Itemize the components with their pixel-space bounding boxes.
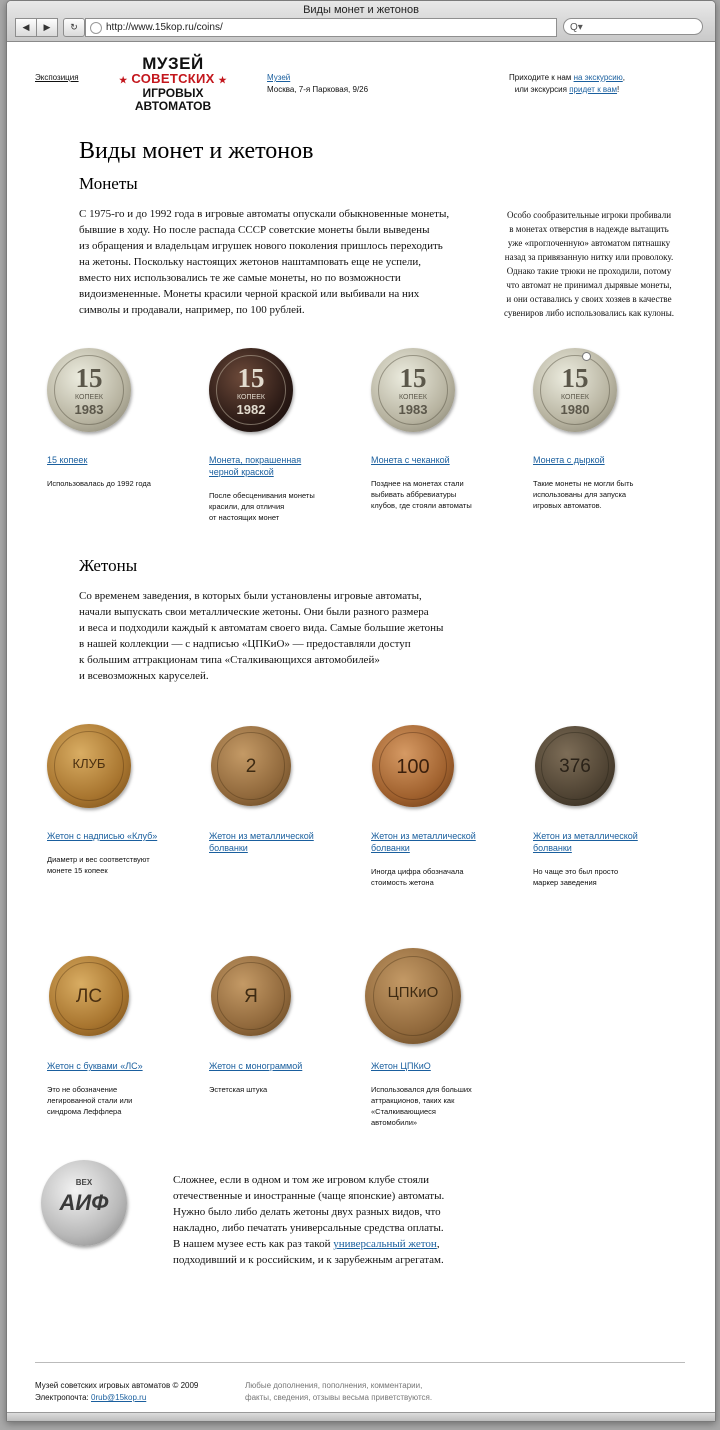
copyright: Музей советских игровых автоматов © 2009: [35, 1381, 199, 1390]
coin-image: [533, 348, 617, 432]
coin-hole-icon: [582, 352, 591, 361]
page-title: Виды монет и жетонов: [79, 138, 314, 164]
token-title-link[interactable]: Жетон из металлической болванки: [533, 831, 638, 853]
token-description: Диаметр и вес соответствуют монете 15 копеек: [47, 855, 150, 875]
coin-label: КОПЕЕК: [237, 394, 265, 402]
coin-description: После обесценивания монеты красили, для отличия от настоящих монет: [209, 491, 315, 522]
coin-image: [371, 348, 455, 432]
museum-logo[interactable]: МУЗЕЙ ★ СОВЕТСКИХ ★ ИГРОВЫХ АВТОМАТОВ: [119, 54, 227, 113]
window-title: Виды монет и жетонов: [303, 4, 419, 16]
coin-title-link[interactable]: Монета с чеканкой: [371, 455, 450, 465]
coin-description: Такие монеты не могли быть использованы для запуска игровых автоматов.: [533, 479, 634, 510]
coins-aside: Особо сообразительные игроки пробивали в монетах отверстия в надежде вытащить уже «проглоченную» автоматом пятнашку назад за привязанную нитку или проволоку. Однако такие трюки не проходили, потому что автомат не принимал дырявые монеты, и они оставались у своих хозяев в качестве сувениров либо использовались как кулоны.: [503, 210, 675, 318]
tour-link[interactable]: на экскурсию: [573, 73, 623, 82]
token-description: Использовался для больших аттракционов, таких как «Сталкивающиеся автомобили»: [371, 1085, 472, 1127]
coin-image: [209, 348, 293, 432]
tokens-text: Со временем заведения, в которых были установлены игровые автоматы, начали выпускать свои металлические жетоны. Они были разного размера и веса и подходили каждый к автоматам своего вида. Самые большие жетоны в нашей коллекции — с надписью «ЦПКиО» — предоставляли доступ к большим аттракционам типа «Сталкивающихся автомобилей» и всевозможных каруселей.: [79, 590, 444, 682]
token-mark: Я: [244, 986, 258, 1008]
footer-divider: [35, 1362, 685, 1363]
coin-year: 1983: [398, 401, 428, 417]
token-image: [47, 724, 131, 808]
universal-token-image: ВЕХ АИФ: [41, 1160, 127, 1246]
token-title-link[interactable]: Жетон ЦПКиО: [371, 1061, 431, 1071]
coin-denomination: 15: [237, 363, 265, 394]
tokens-heading: Жетоны: [79, 556, 138, 575]
token-image: [372, 725, 454, 807]
browser-window: [6, 0, 716, 1422]
coin-year: 1980: [560, 401, 590, 417]
address-bar[interactable]: [85, 18, 557, 37]
nav-buttons: [15, 18, 85, 37]
token-mark: ЦПКиО: [387, 984, 439, 1002]
universal-text: Сложнее, если в одном и том же игровом клубе стояли отечественные и иностранные (чаще японские) автоматы. Нужно было либо делать жетоны двух разных видов, что накладно, либо печатать универсальные средства оплаты. В нашем музее есть как раз такой универсальный жетон, подходивший и к российским, и к зарубежным агрегатам.: [173, 1174, 445, 1266]
forward-button[interactable]: ▶: [37, 18, 58, 37]
nav-link-expo[interactable]: Экспозиция: [35, 73, 79, 82]
reload-button[interactable]: ↻: [63, 18, 85, 37]
visit-invite: Приходите к нам на экскурсию, или экскурсия придет к вам!: [509, 73, 625, 94]
coin-denomination: 15: [399, 363, 427, 394]
token-mark: 100: [396, 756, 430, 779]
token-image: [535, 726, 615, 806]
token-title-link[interactable]: Жетон из металлической болванки: [371, 831, 476, 853]
favicon-icon: [90, 22, 102, 34]
token-image: [365, 948, 461, 1044]
token-description: Эстетская штука: [209, 1085, 268, 1094]
status-bar: [7, 1412, 715, 1421]
token-title-link[interactable]: Жетон с монограммой: [209, 1061, 303, 1071]
star-icon: ★: [119, 75, 128, 85]
coin-description: Позднее на монетах стали выбивать аббревиатуры клубов, где стояли автоматы: [371, 479, 472, 510]
star-icon: ★: [218, 75, 227, 85]
token-mark: ЛС: [75, 986, 103, 1008]
coin-title-link[interactable]: Монета с дыркой: [533, 455, 605, 465]
footer-note: Любые дополнения, пополнения, комментарии, факты, сведения, отзывы весьма приветствуются.: [245, 1381, 433, 1402]
coin-description: Использовалась до 1992 года: [47, 479, 151, 488]
search-input[interactable]: Q▾: [563, 18, 703, 35]
coin-year: 1982: [236, 401, 266, 417]
coin-year: 1983: [74, 401, 104, 417]
email-link[interactable]: 0rub@15kop.ru: [91, 1393, 147, 1402]
universal-token-link[interactable]: универсальный жетон: [333, 1238, 437, 1250]
token-image: [211, 956, 291, 1036]
token-title-link[interactable]: Жетон из металлической болванки: [209, 831, 314, 853]
token-mark: 2: [245, 756, 257, 778]
footer-left: Музей советских игровых автоматов © 2009 Электропочта: 0rub@15kop.ru: [35, 1381, 199, 1402]
token-description: Но чаще это был просто маркер заведения: [533, 867, 619, 887]
title-bar: [7, 1, 715, 42]
back-button[interactable]: ◀: [15, 18, 37, 37]
token-mark: 376: [559, 756, 591, 778]
museum-link[interactable]: Музей: [267, 73, 291, 82]
coins-heading: Монеты: [79, 174, 138, 193]
token-description: Иногда цифра обозначала стоимость жетона: [371, 867, 464, 887]
page-content: [7, 42, 715, 1422]
museum-info: [267, 72, 368, 96]
token-image: [49, 956, 129, 1036]
address: Москва, 7-я Парковая, 9/26: [267, 85, 369, 94]
token-mark: КЛУБ: [72, 755, 106, 771]
token-image: [211, 726, 291, 806]
coins-text: С 1975-го и до 1992 года в игровые автоматы опускали обыкновенные монеты, бывшие в ходу. Но после распада СССР советские монеты были выведены из обращения и владельцам игрушек нового поколения пришлось переходить на жетоны. Поскольку настоящих жетонов наштамповать еще не успели, вместо них использовались те же самые монеты, но по возможности видоизмененные. Монеты красили черной краской или выбивали на них символы и продавали, например, по 100 рублей.: [79, 208, 450, 316]
url-text: http://www.15kop.ru/coins/: [106, 22, 223, 33]
token-title-link[interactable]: Жетон с буквами «ЛС»: [47, 1061, 143, 1071]
coin-denomination: 15: [561, 363, 589, 394]
token-title-link[interactable]: Жетон с надписью «Клуб»: [47, 831, 158, 841]
coin-label: КОПЕЕК: [561, 394, 589, 402]
coin-image: [47, 348, 131, 432]
coin-label: КОПЕЕК: [399, 394, 427, 402]
coin-label: КОПЕЕК: [75, 394, 103, 402]
coin-denomination: 15: [75, 363, 103, 394]
coin-title-link[interactable]: Монета, покрашенная черной краской: [209, 455, 302, 477]
coin-title-link[interactable]: 15 копеек: [47, 455, 88, 465]
token-description: Это не обозначение легированной стали или синдрома Леффлера: [47, 1085, 133, 1116]
tour-visit-link[interactable]: придет к вам: [569, 85, 618, 94]
